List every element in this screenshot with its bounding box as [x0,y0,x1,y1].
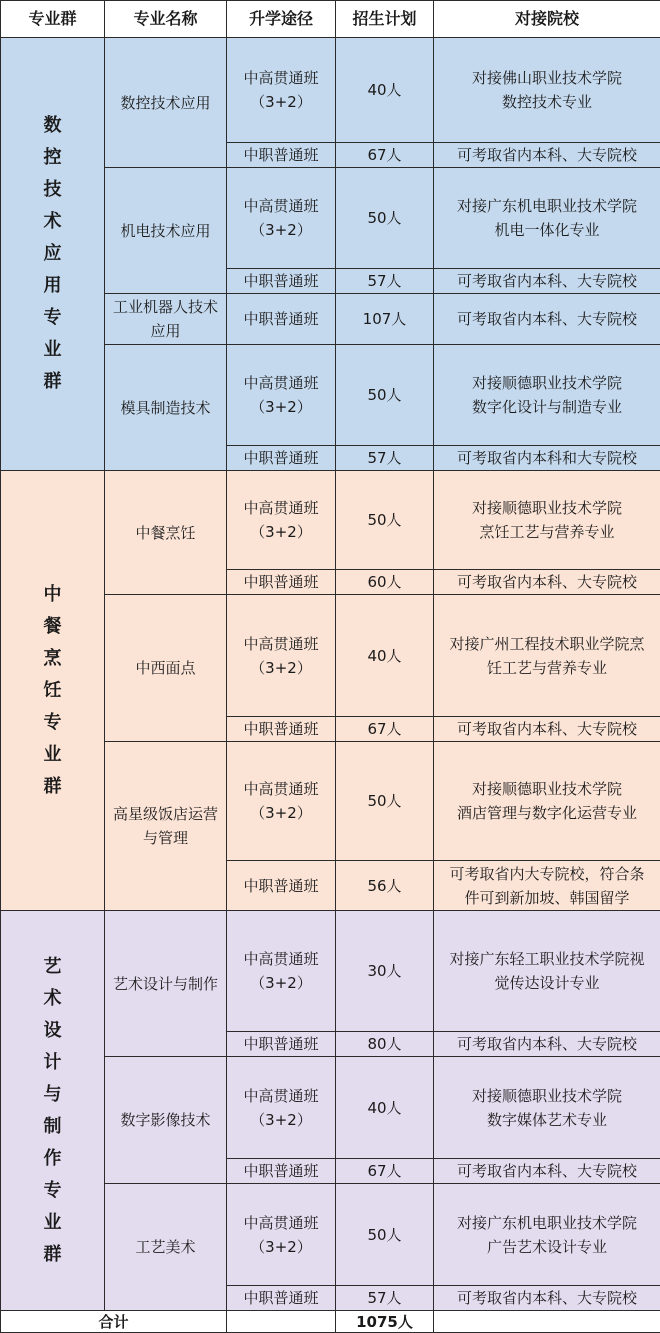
plan-cell: 57人 [336,1286,434,1311]
route-cell: 中职普通班 [227,143,336,168]
route-cell: 中高贯通班 （3+2） [227,471,336,570]
school-cell: 对接广州工程技术职业学院烹 饪工艺与营养专业 [434,595,660,717]
plan-cell: 56人 [336,861,434,911]
route-cell: 中职普通班 [227,861,336,911]
table-row [1,911,660,1032]
total-row [1,1311,660,1333]
plan-cell: 50人 [336,742,434,861]
plan-cell: 67人 [336,1159,434,1184]
plan-cell: 40人 [336,38,434,143]
school-cell: 可考取省内本科、大专院校 [434,717,660,742]
major-name: 模具制造技术 [105,345,227,471]
plan-cell: 67人 [336,143,434,168]
route-cell: 中高贯通班 （3+2） [227,1057,336,1159]
school-cell: 可考取省内本科、大专院校 [434,1159,660,1184]
plan-cell: 107人 [336,294,434,345]
school-cell: 可考取省内本科、大专院校 [434,269,660,294]
route-cell: 中职普通班 [227,294,336,345]
school-cell: 可考取省内大专院校，符合条 件可到新加坡、韩国留学 [434,861,660,911]
plan-cell: 67人 [336,717,434,742]
school-cell: 可考取省内本科、大专院校 [434,1032,660,1057]
route-cell: 中高贯通班 （3+2） [227,168,336,269]
school-cell: 对接广东轻工职业技术学院视 觉传达设计专业 [434,911,660,1032]
total-value: 1075人 [336,1311,434,1333]
route-cell: 中高贯通班 （3+2） [227,742,336,861]
table-row [1,38,660,143]
school-cell: 对接顺德职业技术学院 数字化设计与制造专业 [434,345,660,446]
school-cell: 对接广东机电职业技术学院 机电一体化专业 [434,168,660,269]
plan-cell: 50人 [336,1184,434,1286]
header-school: 对接院校 [434,1,660,38]
school-cell: 对接顺德职业技术学院 数字媒体艺术专业 [434,1057,660,1159]
total-blank-2 [434,1311,660,1333]
school-cell: 可考取省内本科、大专院校 [434,1286,660,1311]
header-major: 专业名称 [105,1,227,38]
plan-cell: 60人 [336,570,434,595]
route-cell: 中职普通班 [227,1159,336,1184]
school-cell: 可考取省内本科、大专院校 [434,294,660,345]
table-row [1,471,660,570]
plan-cell: 57人 [336,446,434,471]
school-cell: 对接顺德职业技术学院 酒店管理与数字化运营专业 [434,742,660,861]
major-name: 数控技术应用 [105,38,227,168]
route-cell: 中职普通班 [227,269,336,294]
total-label: 合计 [1,1311,227,1333]
header-group: 专业群 [1,1,105,38]
route-cell: 中高贯通班 （3+2） [227,38,336,143]
plan-cell: 40人 [336,595,434,717]
major-name: 高星级饭店运营 与管理 [105,742,227,911]
plan-cell: 40人 [336,1057,434,1159]
plan-cell: 50人 [336,168,434,269]
plan-cell: 50人 [336,345,434,446]
route-cell: 中高贯通班 （3+2） [227,911,336,1032]
group-name: 艺 术 设 计 与 制 作 专 业 群 [1,911,105,1311]
major-name: 工艺美术 [105,1184,227,1311]
route-cell: 中高贯通班 （3+2） [227,1184,336,1286]
header-route: 升学途径 [227,1,336,38]
plan-cell: 57人 [336,269,434,294]
total-blank [227,1311,336,1333]
plan-cell: 30人 [336,911,434,1032]
route-cell: 中职普通班 [227,570,336,595]
school-cell: 可考取省内本科、大专院校 [434,143,660,168]
major-name: 中西面点 [105,595,227,742]
school-cell: 可考取省内本科、大专院校 [434,570,660,595]
major-name: 工业机器人技术 应用 [105,294,227,345]
plan-cell: 50人 [336,471,434,570]
table-body [1,38,660,1311]
school-cell: 对接佛山职业技术学院 数控技术专业 [434,38,660,143]
route-cell: 中职普通班 [227,717,336,742]
route-cell: 中高贯通班 （3+2） [227,345,336,446]
header-plan: 招生计划 [336,1,434,38]
major-name: 中餐烹饪 [105,471,227,595]
major-name: 艺术设计与制作 [105,911,227,1057]
header-row [1,1,660,38]
route-cell: 中高贯通班 （3+2） [227,595,336,717]
school-cell: 对接广东机电职业技术学院 广告艺术设计专业 [434,1184,660,1286]
route-cell: 中职普通班 [227,1032,336,1057]
group-name: 数 控 技 术 应 用 专 业 群 [1,38,105,471]
major-name: 数字影像技术 [105,1057,227,1184]
route-cell: 中职普通班 [227,446,336,471]
school-cell: 对接顺德职业技术学院 烹饪工艺与营养专业 [434,471,660,570]
group-name: 中 餐 烹 饪 专 业 群 [1,471,105,911]
plan-cell: 80人 [336,1032,434,1057]
school-cell: 可考取省内本科和大专院校 [434,446,660,471]
major-name: 机电技术应用 [105,168,227,294]
route-cell: 中职普通班 [227,1286,336,1311]
